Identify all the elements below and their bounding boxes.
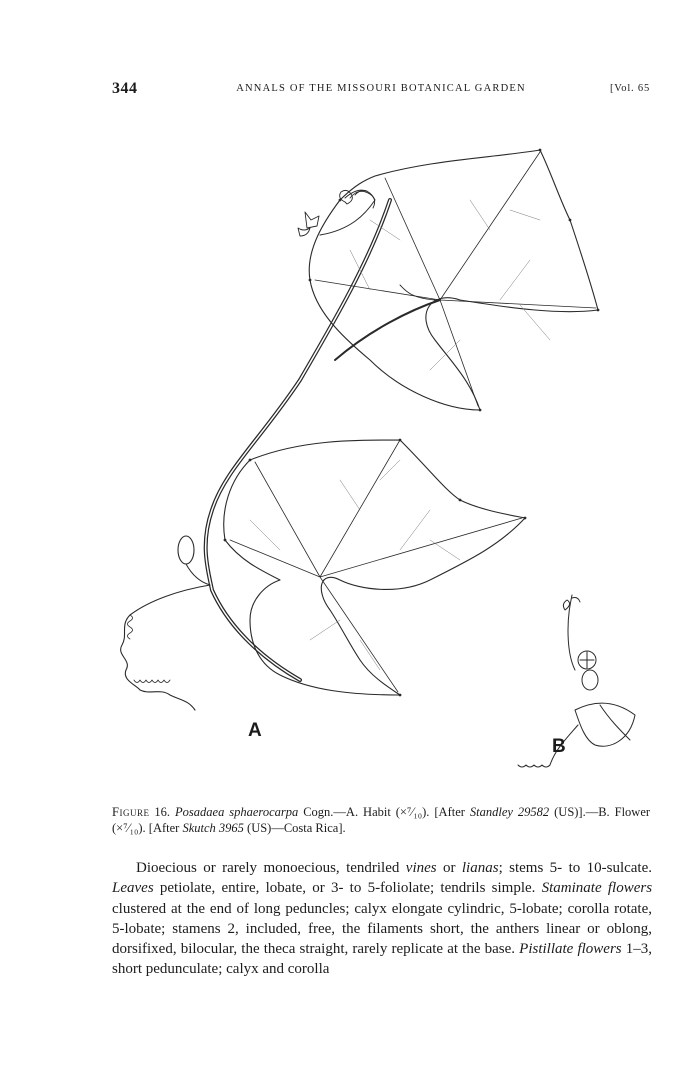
botanical-illustration	[100, 140, 660, 800]
text-span: clustered at the end of long peduncles; calyx elongate cylindric, 5-lobate; corolla rotate, 5-lobate; stamens 2, included, free, the filaments short, the anthers linear or oblong, dorsifixed, bilocular, the theca straight, rarely replicate at the base.	[112, 900, 652, 958]
text-span: or	[443, 860, 456, 876]
body-paragraph	[112, 858, 652, 980]
italic-term: lianas	[461, 860, 499, 876]
tendril	[121, 585, 210, 710]
caption-figure-word: Figure	[112, 805, 150, 819]
page-number: 344	[112, 80, 138, 97]
leaf-spines	[224, 149, 600, 697]
caption-species: Posadaea sphaerocarpa	[175, 805, 299, 819]
caption-authority: Cogn.—A. Habit (×⁷⁄₁₀). [After	[303, 805, 465, 819]
italic-term: Staminate flowers	[541, 880, 653, 897]
volume-label: [Vol. 65	[609, 83, 650, 94]
caption-collector-2: Skutch 3965	[182, 821, 244, 835]
italic-term: vines	[405, 860, 437, 876]
text-span: petiolate, entire, lobate, or 3- to 5-foliolate; tendrils simple.	[159, 880, 536, 897]
illustration-drawing	[100, 140, 660, 800]
text-span: 1–3, short pedunculate; calyx and corolla	[112, 941, 652, 978]
running-title: ANNALS OF THE MISSOURI BOTANICAL GARDEN	[236, 83, 526, 94]
flower-detail	[518, 595, 635, 767]
page-header	[112, 80, 650, 100]
panel-label-b: B	[552, 736, 566, 757]
figure-caption	[112, 804, 650, 836]
caption-collector-1: Standley 29582	[469, 805, 550, 819]
italic-term: Pistillate flowers	[519, 941, 622, 958]
caption-part-3: (US)—Costa Rica].	[247, 821, 346, 835]
text-span: ; stems 5- to 10-sulcate.	[498, 860, 653, 876]
caption-figure-number: 16.	[154, 805, 171, 819]
panel-label-a: A	[248, 720, 262, 741]
text-span: Dioecious or rarely monoecious, tendriled	[136, 860, 400, 876]
body-text	[112, 858, 652, 980]
caption-part-2: (US)].—B. Flower (×⁷⁄₁₀). [After	[112, 805, 651, 835]
italic-term: Leaves	[112, 880, 154, 897]
